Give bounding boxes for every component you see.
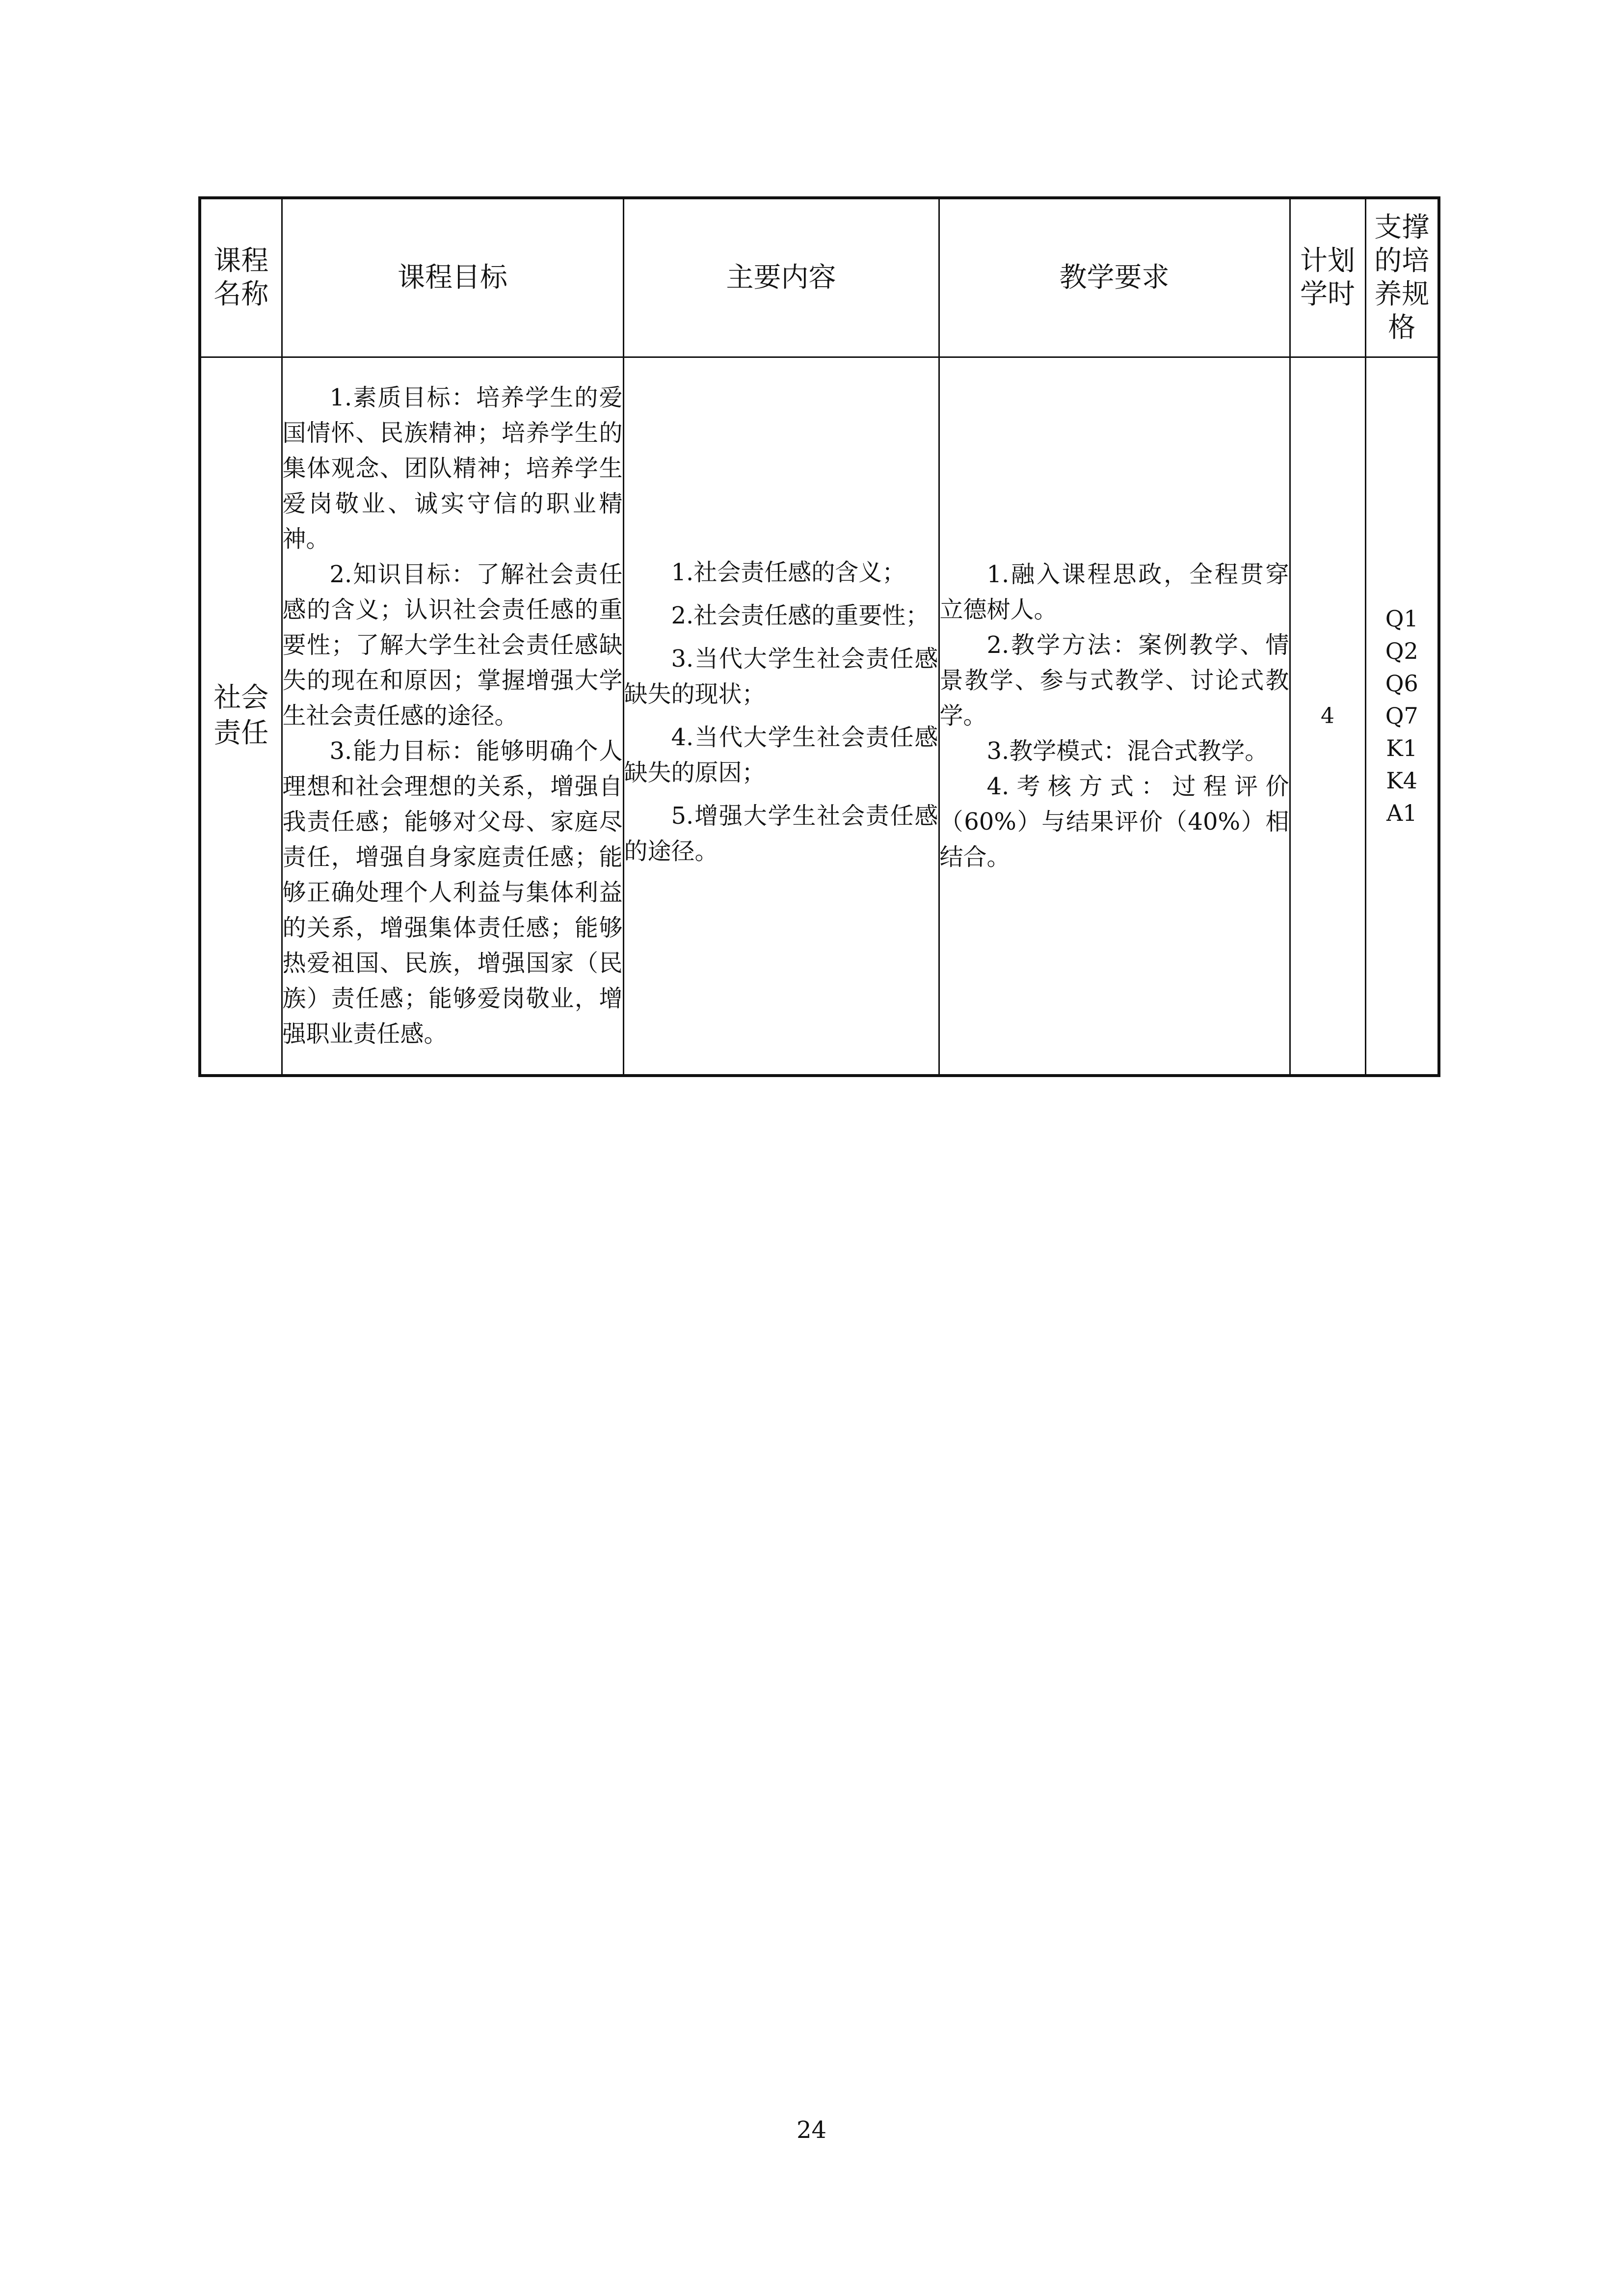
header-planned-hours [1290,198,1365,357]
page-number: 24 [796,2116,827,2144]
spec-code: Q2 [1385,638,1418,665]
course-name-line2: 责任 [213,717,269,750]
content-item-2: 2.社会责任感的重要性； [671,602,930,630]
requirement-item-3: 3.教学模式：混合式教学。 [986,737,1269,765]
content-item-3: 3.当代大学生社会责任感缺失的现状； [624,645,938,708]
table-row [200,357,1439,1076]
planned-hours-cell: 4 [1290,357,1365,1076]
header-supported-specs [1365,198,1439,357]
header-course-name-line2: 名称 [213,278,269,310]
spec-code: Q1 [1385,605,1418,632]
header-course-objectives: 课程目标 [282,198,623,357]
course-table [198,196,1440,1077]
course-name-line1: 社会 [213,682,269,714]
objective-ability: 3.能力目标：能够明确个人理想和社会理想的关系，增强自我责任感；能够对父母、家庭尽责任，增强自身家庭责任感；能够正确处理个人利益与集体利益的关系，增强集体责任感；能够热爱祖国、民族，增强国家（民族）责任感；能够爱岗敬业，增强职业责任感。 [282,737,623,1048]
requirement-item-1: 1.融入课程思政，全程贯穿立德树人。 [939,561,1289,624]
table-header-row [200,198,1439,357]
header-specs-line1: 支撑 [1374,211,1430,243]
header-main-content: 主要内容 [623,198,939,357]
content-item-4: 4.当代大学生社会责任感缺失的原因； [624,724,938,787]
header-course-name [200,198,282,357]
course-name-cell [200,357,282,1076]
objectives-cell [282,357,623,1076]
content-item-5: 5.增强大学生社会责任感的途径。 [624,802,938,865]
header-specs-line4: 格 [1388,311,1416,344]
spec-code: K1 [1386,735,1418,762]
content-item-1: 1.社会责任感的含义； [671,559,906,587]
header-teaching-requirements: 教学要求 [939,198,1290,357]
header-planned-hours-line2: 学时 [1300,278,1355,310]
main-content-cell [623,357,939,1076]
spec-code: A1 [1386,800,1417,827]
objective-quality: 1.素质目标：培养学生的爱国情怀、民族精神；培养学生的集体观念、团队精神；培养学生爱岗敬业、诚实守信的职业精神。 [282,384,623,553]
header-specs-line3: 养规 [1374,278,1430,310]
objective-knowledge: 2.知识目标：了解社会责任感的含义；认识社会责任感的重要性；了解大学生社会责任感缺失的现在和原因；掌握增强大学生社会责任感的途径。 [282,561,623,730]
header-planned-hours-line1: 计划 [1300,244,1355,277]
supported-specs-cell [1365,357,1439,1076]
spec-code: K4 [1386,767,1418,794]
spec-code: Q7 [1385,702,1418,729]
requirement-item-2: 2.教学方法：案例教学、情景教学、参与式教学、讨论式教学。 [939,631,1289,730]
teaching-requirements-cell [939,357,1290,1076]
requirement-item-4: 4.考核方式：过程评价（60%）与结果评价（40%）相结合。 [939,773,1289,871]
header-specs-line2: 的培 [1374,244,1430,277]
spec-code: Q6 [1385,670,1418,697]
header-course-name-line1: 课程 [213,244,269,277]
